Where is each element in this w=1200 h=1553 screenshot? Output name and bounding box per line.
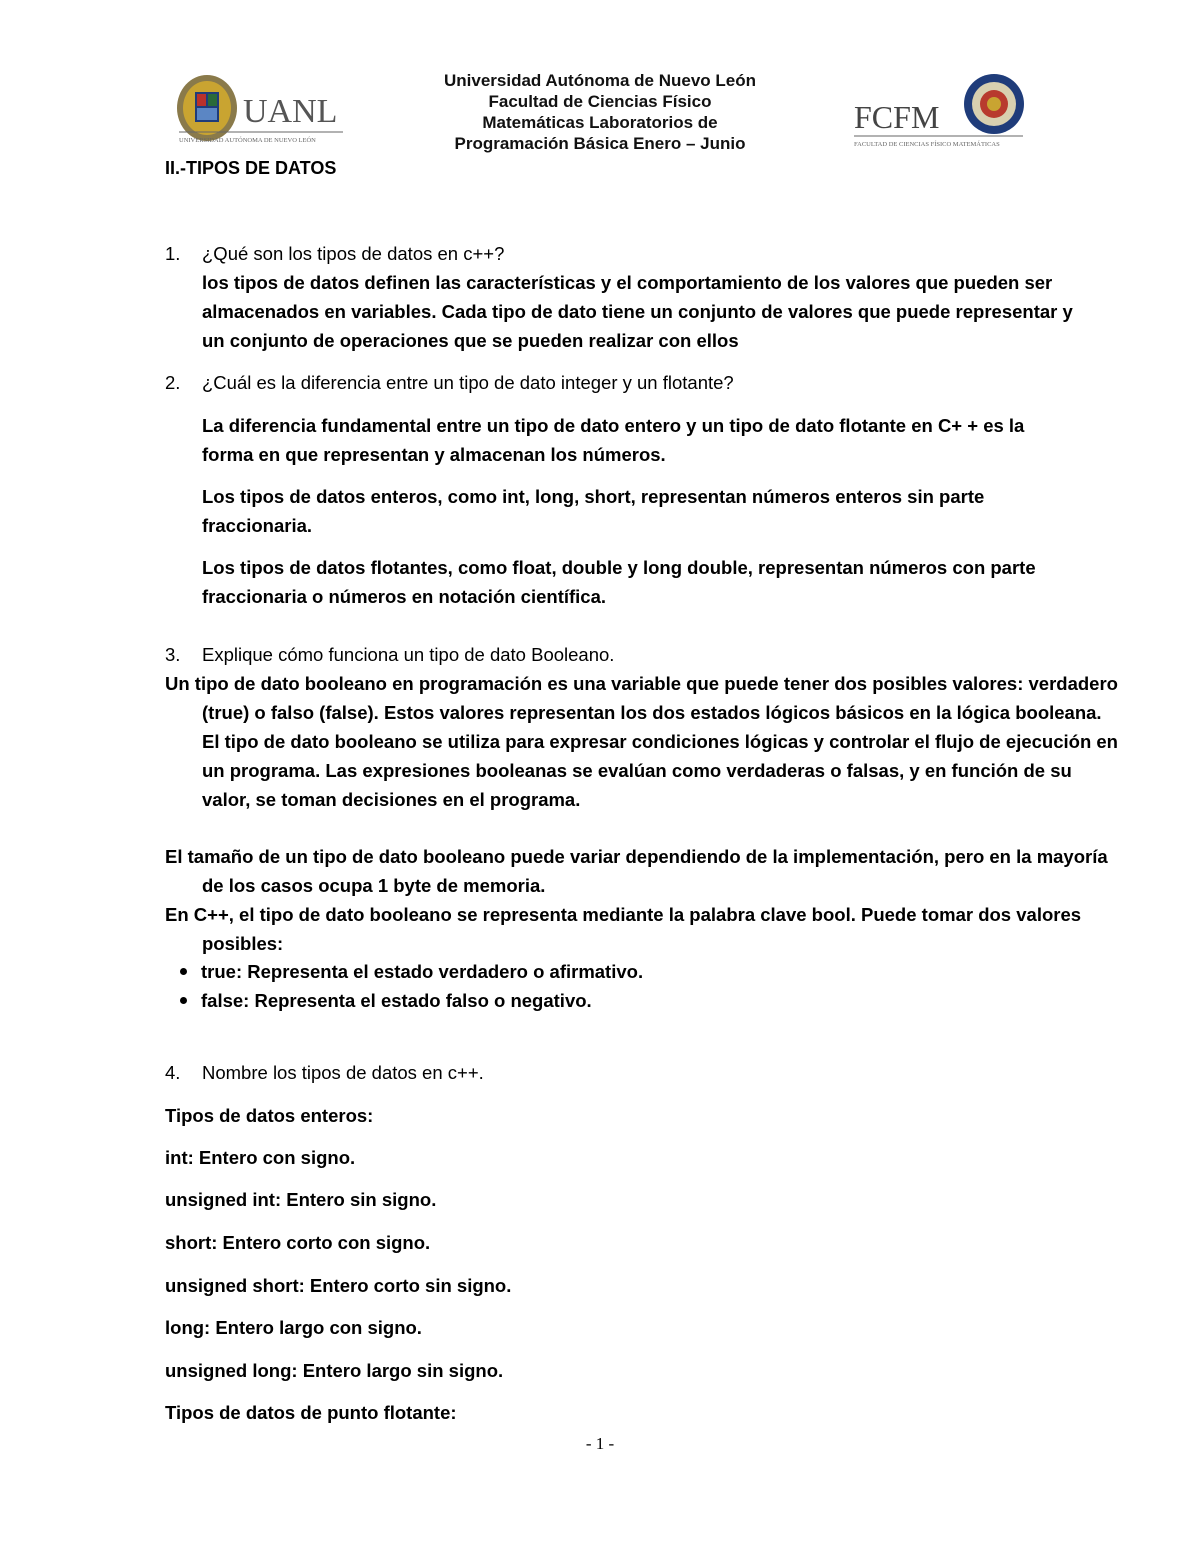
- header-line: Facultad de Ciencias Físico: [488, 92, 712, 111]
- answer-2-paragraph-2: Los tipos de datos enteros, como int, long, short, representan números enteros sin parte fraccionaria.: [202, 486, 985, 536]
- institution-header: [400, 70, 800, 154]
- section-heading: II.-TIPOS DE DATOS: [165, 158, 337, 178]
- bullet-icon: [180, 997, 187, 1004]
- uanl-logo-subtext: UNIVERSIDAD AUTÓNOMA DE NUEVO LEÓN: [179, 137, 316, 144]
- fcfm-logo-text: FCFM: [854, 99, 940, 135]
- list-item: [180, 986, 592, 1015]
- type-list-item: short: Entero corto con signo.: [165, 1232, 431, 1253]
- question-3: [165, 640, 614, 669]
- question-text: ¿Qué son los tipos de datos en c++?: [202, 243, 505, 264]
- header-line: Matemáticas Laboratorios de: [482, 113, 718, 132]
- type-list-item: long: Entero largo con signo.: [165, 1317, 422, 1338]
- type-list-item: unsigned short: Entero corto sin signo.: [165, 1275, 512, 1296]
- answer-3-paragraph-1: Un tipo de dato booleano en programación es una variable que puede tener dos posibles valores: verdadero (true) o falso (false). Estos valores representan los dos estados lógicos básicos en la lógica booleana. El tipo de dato booleano se utiliza para expresar condiciones lógicas y controlar el flujo de ejecución en un programa. Las expresiones booleanas se evalúan como verdaderas o falsas, y en función de su valor, se toman decisiones en el programa.: [165, 673, 1118, 810]
- question-text: Explique cómo funciona un tipo de dato Booleano.: [202, 644, 615, 665]
- list-item: [180, 957, 643, 986]
- uanl-logo: [175, 70, 345, 150]
- type-list-heading: Tipos de datos enteros:: [165, 1105, 374, 1126]
- header-line: Programación Básica Enero – Junio: [454, 134, 746, 153]
- page-number: - 1 -: [585, 1434, 615, 1453]
- answer-3-paragraph-3: En C++, el tipo de dato booleano se representa mediante la palabra clave bool. Puede tomar dos valores posibles:: [165, 904, 1082, 954]
- question-number: 1.: [165, 243, 181, 264]
- question-2: [165, 368, 734, 397]
- type-list-item: int: Entero con signo.: [165, 1147, 356, 1168]
- uanl-logo-text: UANL: [243, 93, 338, 130]
- fcfm-logo: [850, 70, 1025, 150]
- question-number: 2.: [165, 372, 181, 393]
- type-list-item: unsigned long: Entero largo sin signo.: [165, 1360, 504, 1381]
- bullet-icon: [180, 968, 187, 975]
- question-text: ¿Cuál es la diferencia entre un tipo de dato integer y un flotante?: [202, 372, 734, 393]
- fcfm-logo-subtext: FACULTAD DE CIENCIAS FÍSICO MATEMÁTICAS: [854, 141, 1000, 148]
- type-list-item: unsigned int: Entero sin signo.: [165, 1189, 437, 1210]
- question-4: [165, 1058, 484, 1087]
- list-item-text: true: Representa el estado verdadero o afirmativo.: [201, 961, 644, 982]
- answer-2-paragraph-1: La diferencia fundamental entre un tipo de dato entero y un tipo de dato flotante en C+ + es la forma en que representan y almacenan los números.: [202, 415, 1025, 465]
- answer-2-paragraph-3: Los tipos de datos flotantes, como float, double y long double, representan números con parte fraccionaria o números en notación científica.: [202, 557, 1036, 607]
- header-line: Universidad Autónoma de Nuevo León: [443, 71, 757, 90]
- question-1: [165, 239, 504, 268]
- question-number: 4.: [165, 1062, 181, 1083]
- list-item-text: false: Representa el estado falso o negativo.: [201, 990, 592, 1011]
- answer-1: los tipos de datos definen las características y el comportamiento de los valores que pueden ser almacenados en variables. Cada tipo de dato tiene un conjunto de valores que puede representar y un conjunto de operaciones que se pueden realizar con ellos: [202, 272, 1073, 351]
- answer-3-paragraph-2: El tamaño de un tipo de dato booleano puede variar dependiendo de la implementación, pero en la mayoría de los casos ocupa 1 byte de memoria.: [165, 846, 1108, 896]
- type-list-heading: Tipos de datos de punto flotante:: [165, 1402, 457, 1423]
- question-text: Nombre los tipos de datos en c++.: [202, 1062, 484, 1083]
- question-number: 3.: [165, 644, 181, 665]
